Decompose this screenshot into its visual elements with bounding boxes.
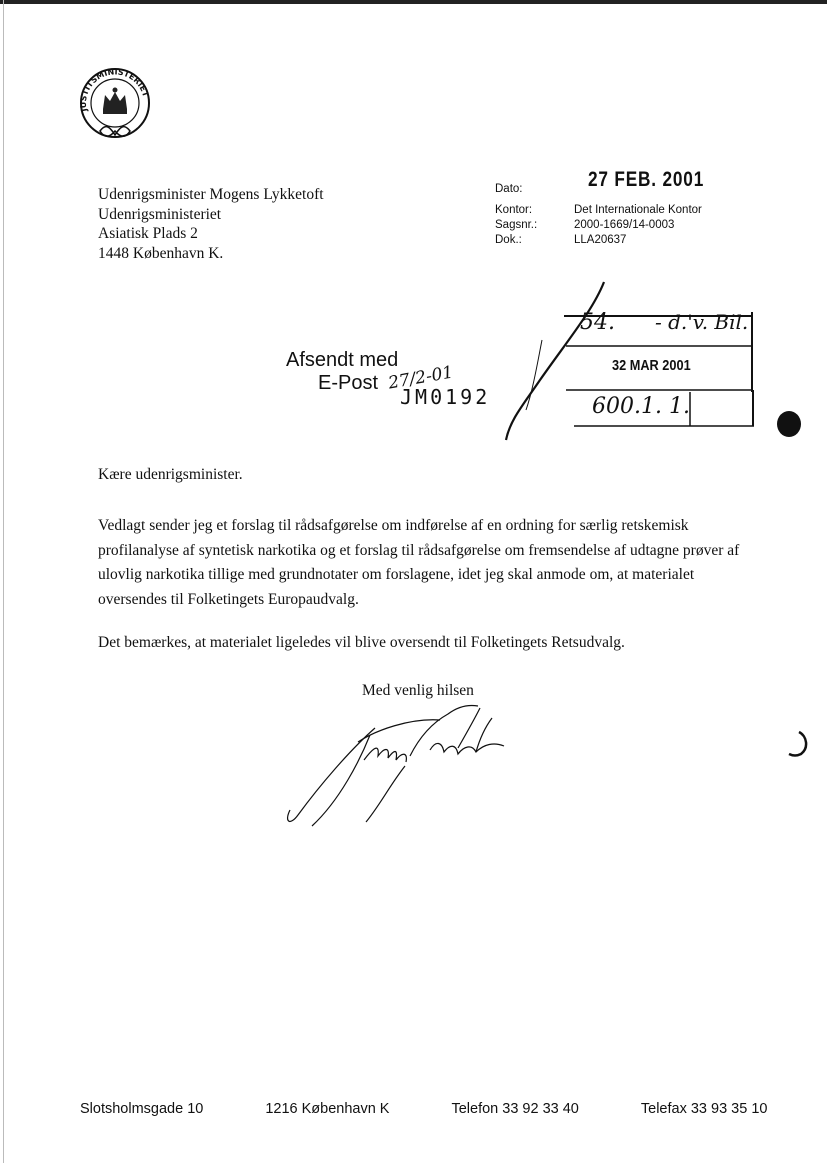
case-value: 2000-1669/14-0003 (574, 219, 675, 231)
left-edge-line (3, 0, 4, 1163)
footer-fax: Telefax 33 93 35 10 (640, 1101, 768, 1117)
case-label: Sagsnr.: (495, 219, 538, 231)
jm-code-stamp: JM0192 (400, 385, 491, 409)
received-date: 32 MAR 2001 (612, 357, 691, 374)
closing: Med venlig hilsen (362, 682, 474, 699)
body-paragraph-1: Vedlagt sender jeg et forslag til rådsafgørelse om indførelse af en ordning for særlig retskemisk profilanalyse af syntetisk narkotika og et forslag til rådsafgørelse om fremsendelse af udtagne prøver af ulovlig narkotika tillige med grundnotater om forslagene, idet jeg skal anmode om, at materialet oversendes til Folketingets Europaudvalg. (98, 517, 740, 608)
top-edge-line (0, 0, 827, 4)
sent-stamp-line2: E-Post (318, 372, 379, 394)
recipient-ministry: Udenrigsministeriet (98, 206, 222, 223)
diagonal-pen-stroke (498, 280, 608, 445)
office-label: Kontor: (495, 204, 533, 216)
recipient-city: 1448 København K. (98, 245, 224, 262)
date-label: Dato: (495, 183, 523, 195)
doc-value: LLA20637 (574, 234, 627, 246)
letterhead-footer (80, 1101, 768, 1117)
edge-mark (785, 728, 811, 758)
recipient-street: Asiatisk Plads 2 (98, 225, 198, 242)
received-reference: 600.1. 1. (592, 394, 690, 419)
sent-stamp-line1: Afsendt med (286, 349, 399, 371)
office-value: Det Internationale Kontor (574, 204, 702, 216)
ministry-seal-logo (70, 65, 160, 147)
doc-label: Dok.: (495, 234, 522, 246)
hole-punch-mark (777, 411, 801, 437)
footer-city: 1216 København K (265, 1101, 390, 1117)
seal-text: JUSTITSMINISTERIET (78, 67, 151, 113)
received-attachment-note: - d.'v. Bil. (655, 310, 749, 334)
footer-address: Slotsholmsgade 10 (80, 1101, 204, 1117)
footer-phone: Telefon 33 92 33 40 (451, 1101, 579, 1117)
received-number: 54. (580, 310, 615, 335)
date-stamp: 27 FEB. 2001 (588, 168, 705, 191)
body-paragraph-2: Det bemærkes, at materialet ligeledes vil blive oversendt til Folketingets Retsudvalg. (98, 634, 625, 651)
greeting: Kære udenrigsminister. (98, 466, 243, 483)
sent-handwritten-date: 27/2-01 (386, 362, 455, 394)
handwritten-signature (280, 700, 525, 830)
recipient-name: Udenrigsminister Mogens Lykketoft (98, 186, 324, 203)
